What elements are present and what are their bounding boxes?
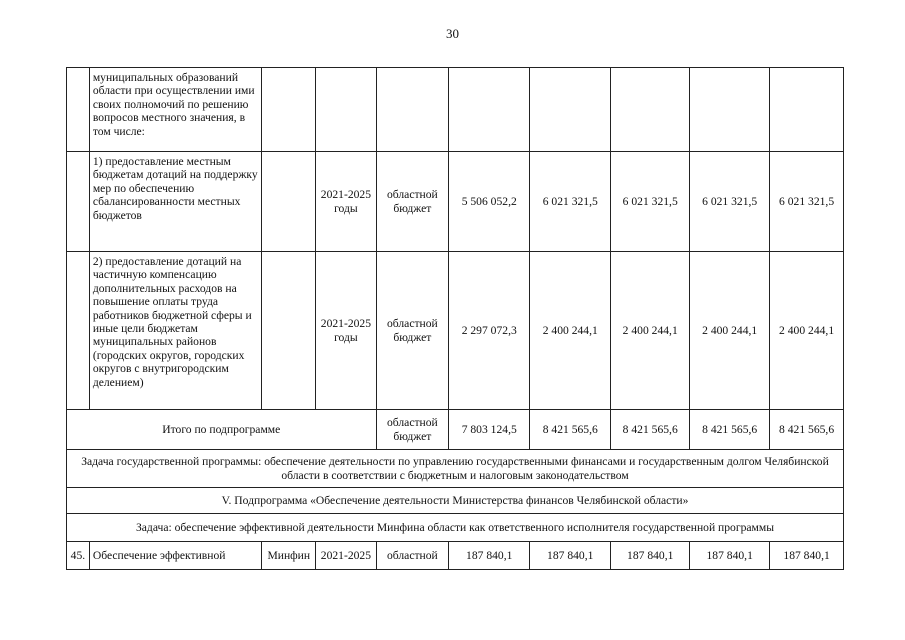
task-ministry-cell: Задача: обеспечение эффективной деятельности Минфина области как ответственного исполнителя государственной программы	[67, 514, 844, 542]
executor-cell	[262, 152, 316, 252]
total-2022-cell: 8 421 565,6	[530, 410, 611, 450]
task-state-program-cell: Задача государственной программы: обеспечение деятельности по управлению государственными финансами и государственным долгом Челябинской области в соответствии с бюджетным и налоговым законодательством	[67, 450, 844, 488]
period-cell: 2021-2025 годы	[316, 152, 376, 252]
table-row-45	[67, 542, 844, 570]
total-2021-cell: 7 803 124,5	[449, 410, 530, 450]
period-cell: 2021-2025 годы	[316, 252, 376, 410]
number-cell	[67, 152, 90, 252]
number-cell	[67, 252, 90, 410]
source-cell: областной бюджет	[376, 252, 449, 410]
value-2021-cell: 2 297 072,3	[449, 252, 530, 410]
total-2023-cell: 8 421 565,6	[611, 410, 690, 450]
value-2022-cell: 187 840,1	[530, 542, 611, 570]
number-cell	[67, 68, 90, 152]
table-row-item1	[67, 152, 844, 252]
value-2025-cell: 6 021 321,5	[770, 152, 844, 252]
value-2022-cell: 6 021 321,5	[530, 152, 611, 252]
table-row-intro	[67, 68, 844, 152]
description-cell: муниципальных образований области при осуществлении ими своих полномочий по решению вопросов местного значения, в том числе:	[89, 68, 261, 152]
period-cell	[316, 68, 376, 152]
page-number: 30	[446, 26, 459, 41]
value-cell	[611, 68, 690, 152]
description-cell: Обеспечение эффективной	[89, 542, 261, 570]
table-row-task-state-program	[67, 450, 844, 488]
description-cell: 2) предоставление дотаций на частичную компенсацию дополнительных расходов на повышение оплаты труда работников бюджетной сферы и иные цели бюджетам муниципальных районов (городских округов, городских округов с внутригородским делением)	[89, 252, 261, 410]
value-2023-cell: 6 021 321,5	[611, 152, 690, 252]
value-2024-cell: 2 400 244,1	[690, 252, 770, 410]
value-cell	[690, 68, 770, 152]
period-cell: 2021-2025	[316, 542, 376, 570]
value-cell	[770, 68, 844, 152]
description-cell: 1) предоставление местным бюджетам дотаций на поддержку мер по обеспечению сбалансированности местных бюджетов	[89, 152, 261, 252]
value-2024-cell: 6 021 321,5	[690, 152, 770, 252]
value-2021-cell: 5 506 052,2	[449, 152, 530, 252]
value-2021-cell: 187 840,1	[449, 542, 530, 570]
number-cell: 45.	[67, 542, 90, 570]
executor-cell	[262, 68, 316, 152]
table-row-item2	[67, 252, 844, 410]
source-cell	[376, 68, 449, 152]
value-2025-cell: 187 840,1	[770, 542, 844, 570]
value-2023-cell: 2 400 244,1	[611, 252, 690, 410]
table-row-subprogram-v	[67, 488, 844, 514]
table-row-total	[67, 410, 844, 450]
subprogram-v-cell: V. Подпрограмма «Обеспечение деятельности Министерства финансов Челябинской области»	[67, 488, 844, 514]
source-cell: областной бюджет	[376, 410, 449, 450]
table-row-task-ministry	[67, 514, 844, 542]
executor-cell	[262, 252, 316, 410]
value-2023-cell: 187 840,1	[611, 542, 690, 570]
total-2024-cell: 8 421 565,6	[690, 410, 770, 450]
total-label-cell: Итого по подпрограмме	[67, 410, 377, 450]
budget-table	[66, 67, 844, 570]
total-2025-cell: 8 421 565,6	[770, 410, 844, 450]
source-cell: областной	[376, 542, 449, 570]
value-2024-cell: 187 840,1	[690, 542, 770, 570]
value-2025-cell: 2 400 244,1	[770, 252, 844, 410]
value-cell	[449, 68, 530, 152]
value-cell	[530, 68, 611, 152]
executor-cell: Минфин	[262, 542, 316, 570]
value-2022-cell: 2 400 244,1	[530, 252, 611, 410]
source-cell: областной бюджет	[376, 152, 449, 252]
